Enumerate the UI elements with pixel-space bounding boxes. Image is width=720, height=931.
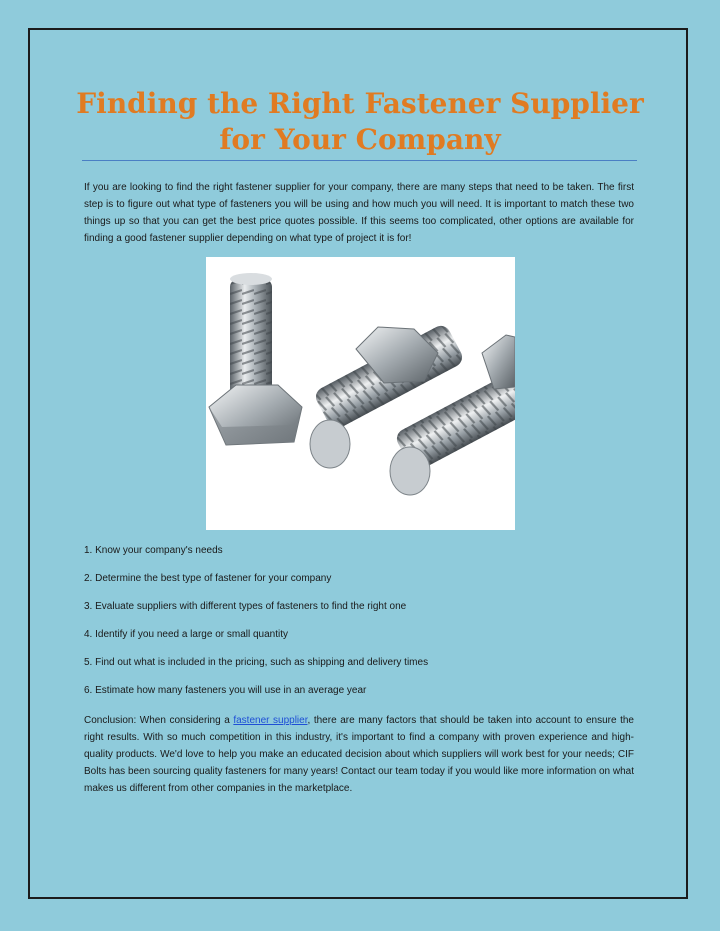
fastener-supplier-link[interactable]: fastener supplier xyxy=(233,715,308,726)
intro-paragraph: If you are looking to find the right fastener supplier for your company, there are many steps that need to be taken. The first step is to figure out what type of fasteners you will be using and how much you will need. It is important to match these two things up so that you can get the best price quotes possible. If this seems too complicated, other options are available for finding a good fastener supplier depending on what type of project it is for! xyxy=(84,182,634,244)
step-5: 5. Find out what is included in the pricing, such as shipping and delivery times xyxy=(84,657,429,668)
title-divider xyxy=(82,160,637,161)
conclusion-paragraph xyxy=(84,712,634,797)
conclusion-body: , there are many factors that should be taken into account to ensure the right results. With so much competition in this industry, it's important to find a company with proven experience and high-quality products. We'd love to help you make an educated decision about which suppliers will work best for your needs; CIF Bolts has been sourcing quality fasteners for many years! Contact our team today if you would like more information on what makes us different from other companies in the marketplace. xyxy=(84,715,634,794)
step-2: 2. Determine the best type of fastener for your company xyxy=(84,573,332,584)
step-1: 1. Know your company's needs xyxy=(84,545,223,556)
step-6: 6. Estimate how many fasteners you will use in an average year xyxy=(84,685,367,696)
page-title xyxy=(60,86,660,158)
title-line-1: Finding the Right Fastener Supplier xyxy=(76,87,644,120)
bolts-photo xyxy=(206,257,515,530)
step-4: 4. Identify if you need a large or small quantity xyxy=(84,629,289,640)
step-3: 3. Evaluate suppliers with different types of fasteners to find the right one xyxy=(84,601,407,612)
conclusion-lead: Conclusion: When considering a xyxy=(84,715,234,726)
steps-list xyxy=(84,544,634,712)
title-line-2: for Your Company xyxy=(219,123,501,156)
